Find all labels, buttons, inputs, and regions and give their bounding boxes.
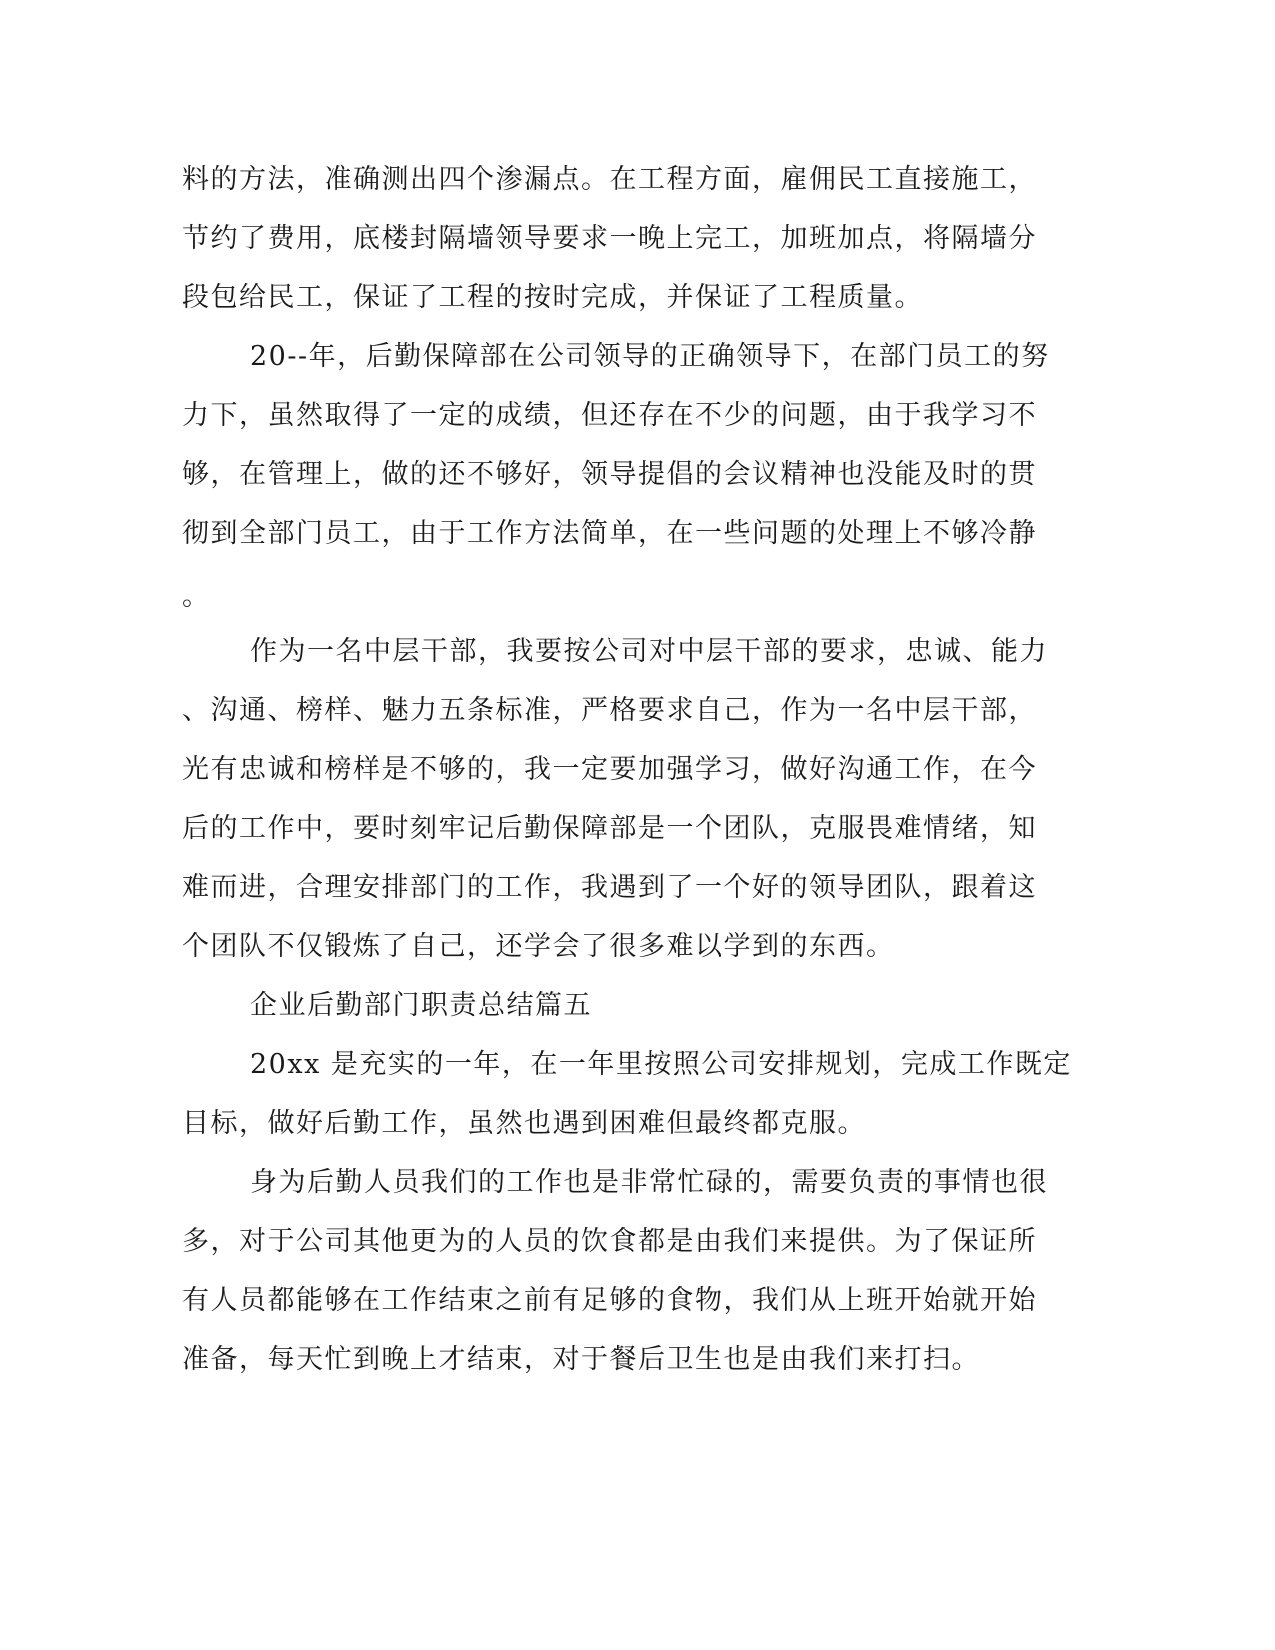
text-line-11: 光有忠诚和榜样是不够的，我一定要加强学习，做好沟通工作，在今: [182, 754, 1037, 785]
text-line-10: 、沟通、榜样、魅力五条标准，严格要求自己，作为一名中层干部，: [182, 695, 1037, 726]
text-line-5: 力下，虽然取得了一定的成绩，但还存在不少的问题，由于我学习不: [182, 400, 1037, 431]
text-line-1: 料的方法，准确测出四个渗漏点。在工程方面，雇佣民工直接施工，: [182, 164, 1037, 195]
text-line-2: 节约了费用，底楼封隔墙领导要求一晚上完工，加班加点，将隔墙分: [182, 223, 1037, 254]
text-line-6: 够，在管理上，做的还不够好，领导提倡的会议精神也没能及时的贯: [182, 459, 1037, 490]
paragraph-start-line: 20--年，后勤保障部在公司领导的正确领导下，在部门员工的努: [250, 341, 1050, 372]
section-heading: 企业后勤部门职责总结篇五: [250, 990, 592, 1021]
text-line-12: 后的工作中，要时刻牢记后勤保障部是一个团队，克服畏难情绪，知: [182, 813, 1037, 844]
text-line-3: 段包给民工，保证了工程的按时完成，并保证了工程质量。: [182, 282, 923, 313]
text-line-20: 有人员都能够在工作结束之前有足够的食物，我们从上班开始就开始: [182, 1285, 1037, 1316]
text-line-13: 难而进，合理安排部门的工作，我遇到了一个好的领导团队，跟着这: [182, 872, 1037, 903]
text-line-7: 彻到全部门员工，由于工作方法简单，在一些问题的处理上不够冷静: [182, 518, 1037, 549]
paragraph-start-line: 20xx 是充实的一年，在一年里按照公司安排规划，完成工作既定: [250, 1049, 1072, 1080]
text-line-21: 准备，每天忙到晚上才结束，对于餐后卫生也是由我们来打扫。: [182, 1344, 980, 1375]
paragraph-start-line: 作为一名中层干部，我要按公司对中层干部的要求，忠诚、能力: [250, 636, 1048, 667]
text-line-17: 目标，做好后勤工作，虽然也遇到困难但最终都克服。: [182, 1108, 866, 1139]
text-line-19: 多，对于公司其他更为的人员的饮食都是由我们来提供。为了保证所: [182, 1226, 1037, 1257]
paragraph-start-line: 身为后勤人员我们的工作也是非常忙碌的，需要负责的事情也很: [250, 1167, 1048, 1198]
text-line-8: 。: [182, 581, 211, 612]
text-line-14: 个团队不仅锻炼了自己，还学会了很多难以学到的东西。: [182, 931, 895, 962]
